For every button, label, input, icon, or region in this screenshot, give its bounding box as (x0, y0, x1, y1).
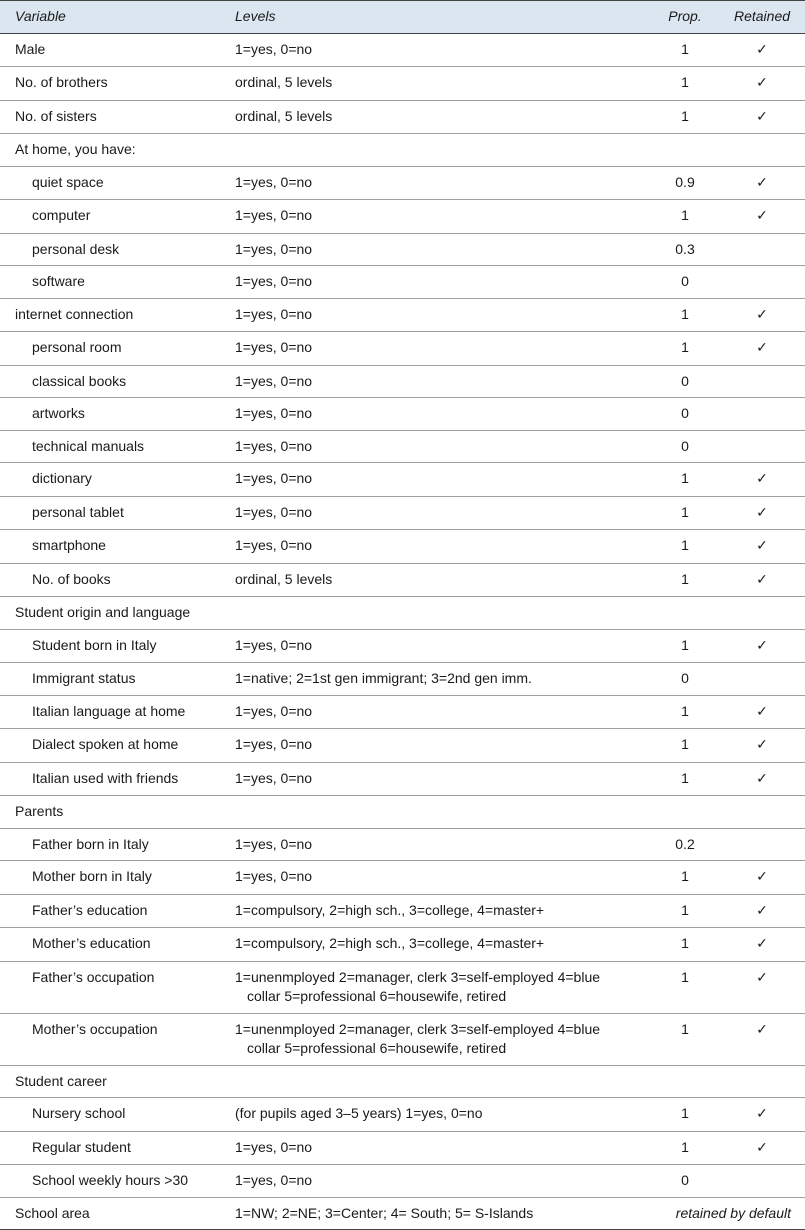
levels-cell (220, 166, 645, 200)
checkmark-icon: ✓ (756, 306, 768, 323)
section-label: At home, you have: (15, 141, 136, 157)
levels-text: 1=yes, 0=no (235, 835, 313, 852)
variable-cell: Italian used with friends (32, 769, 179, 786)
table-row (0, 1165, 805, 1198)
retained-cell (725, 298, 805, 332)
retained-cell (725, 629, 805, 663)
variable-cell: internet connection (15, 305, 134, 322)
table-row (0, 398, 805, 431)
prop-cell: 0 (681, 437, 689, 454)
variable-cell: Mother’s education (32, 935, 151, 951)
levels-cell (220, 298, 645, 332)
checkmark-icon: ✓ (756, 471, 768, 487)
table-row (0, 729, 805, 763)
levels-cell (220, 530, 645, 564)
levels-text: ordinal, 5 levels (235, 570, 333, 587)
checkmark-icon: ✓ (756, 571, 768, 588)
retained-cell (725, 266, 805, 299)
retained-cell (725, 563, 805, 597)
levels-cell (220, 563, 645, 597)
checkmark-icon: ✓ (756, 737, 768, 753)
levels-text: 1=native; 2=1st gen immigrant; 3=2nd gen imm. (235, 670, 532, 686)
section-row (0, 597, 805, 630)
retained-cell (725, 928, 805, 962)
prop-cell: 1 (681, 207, 689, 223)
retained-cell (725, 200, 805, 234)
checkmark-icon: ✓ (756, 703, 768, 720)
header-variable: Variable (0, 1, 220, 34)
header-retained: Retained (725, 1, 805, 34)
table-row (0, 1197, 805, 1230)
checkmark-icon: ✓ (756, 1139, 768, 1156)
levels-text: 1=yes, 0=no (235, 207, 313, 223)
levels-text: (for pupils aged 3–5 years) 1=yes, 0=no (235, 1105, 483, 1121)
prop-cell: 1 (681, 868, 689, 884)
table-row (0, 828, 805, 861)
checkmark-icon: ✓ (756, 75, 768, 91)
prop-cell: 1 (681, 470, 689, 486)
levels-cell (220, 961, 645, 1013)
levels-cell (220, 663, 645, 696)
checkmark-icon: ✓ (756, 174, 768, 191)
variable-cell: Mother’s occupation (32, 1020, 158, 1037)
variable-cell: personal tablet (32, 503, 124, 520)
variable-cell: technical manuals (32, 437, 145, 454)
variable-cell: Nursery school (32, 1105, 126, 1121)
section-label: Parents (15, 803, 64, 819)
variable-cell: Student born in Italy (32, 636, 157, 653)
prop-cell: 0 (681, 1172, 689, 1188)
variable-cell: School area (15, 1204, 90, 1221)
table-row (0, 663, 805, 696)
retained-cell (725, 430, 805, 463)
prop-cell: 1 (681, 1020, 689, 1037)
retained-cell (725, 33, 805, 67)
prop-cell: 1 (681, 537, 689, 553)
prop-cell: 1 (681, 107, 689, 124)
levels-text: 1=yes, 0=no (235, 437, 313, 454)
table-row (0, 463, 805, 497)
levels-text: 1=yes, 0=no (235, 470, 313, 486)
variable-cell: No. of brothers (15, 74, 108, 90)
checkmark-icon: ✓ (756, 340, 768, 356)
table-row (0, 1013, 805, 1065)
variable-cell: software (32, 273, 85, 289)
prop-cell: 1 (681, 503, 689, 520)
checkmark-icon: ✓ (756, 1021, 768, 1038)
table-row (0, 496, 805, 530)
levels-cell (220, 1013, 645, 1065)
prop-cell: 1 (681, 1105, 689, 1121)
header-row (0, 1, 805, 34)
prop-cell: 0 (681, 670, 689, 686)
levels-cell (220, 365, 645, 398)
levels-cell (220, 496, 645, 530)
header-prop: Prop. (645, 1, 725, 34)
variable-cell: No. of sisters (15, 107, 97, 124)
levels-text: 1=yes, 0=no (235, 736, 313, 752)
checkmark-icon: ✓ (756, 538, 768, 554)
levels-cell (220, 266, 645, 299)
levels-text: ordinal, 5 levels (235, 107, 333, 124)
retained-cell (725, 530, 805, 564)
prop-cell: 1 (681, 570, 689, 587)
levels-text: 1=yes, 0=no (235, 173, 313, 190)
retained-cell (725, 496, 805, 530)
levels-cell (220, 430, 645, 463)
retained-cell (725, 961, 805, 1013)
levels-cell (220, 695, 645, 729)
levels-cell (220, 1165, 645, 1198)
table-row (0, 266, 805, 299)
table-body (0, 33, 805, 1230)
levels-cell (220, 762, 645, 796)
prop-cell: 1 (681, 736, 689, 752)
prop-cell: 0 (681, 405, 689, 421)
levels-text: 1=yes, 0=no (235, 702, 313, 719)
prop-cell: 1 (681, 74, 689, 90)
prop-cell: 0 (681, 372, 689, 389)
section-label: Student origin and language (15, 604, 191, 620)
variable-cell: Regular student (32, 1138, 131, 1155)
variable-cell: Italian language at home (32, 702, 186, 719)
table-row (0, 563, 805, 597)
table-row (0, 233, 805, 266)
prop-cell: 1 (681, 769, 689, 786)
prop-cell: 1 (681, 935, 689, 951)
retained-cell (725, 762, 805, 796)
levels-text: 1=compulsory, 2=high sch., 3=college, 4=master+ (235, 935, 545, 951)
table-row (0, 33, 805, 67)
retained-cell (725, 67, 805, 101)
levels-text: 1=yes, 0=no (235, 537, 313, 553)
retained-cell (725, 1013, 805, 1065)
levels-text: 1=NW; 2=NE; 3=Center; 4= South; 5= S-Islands (235, 1204, 534, 1221)
variable-cell: No. of books (32, 570, 111, 587)
retained-cell (725, 332, 805, 366)
levels-text: 1=yes, 0=no (235, 405, 313, 421)
retained-cell (725, 1165, 805, 1198)
variable-cell: artworks (32, 405, 85, 421)
variable-cell: computer (32, 207, 91, 223)
table-row (0, 298, 805, 332)
retained-cell (725, 398, 805, 431)
variable-cell: quiet space (32, 173, 104, 190)
section-row (0, 134, 805, 167)
levels-cell (220, 928, 645, 962)
checkmark-icon: ✓ (756, 504, 768, 521)
levels-text: 1=yes, 0=no (235, 1138, 313, 1155)
table-row (0, 695, 805, 729)
variable-cell: dictionary (32, 470, 92, 486)
table-row (0, 530, 805, 564)
variable-cell: Father born in Italy (32, 835, 149, 852)
levels-cell (220, 67, 645, 101)
prop-cell: 0.9 (675, 173, 695, 190)
table-row (0, 894, 805, 928)
levels-text: 1=yes, 0=no (235, 339, 313, 355)
retained-cell (725, 828, 805, 861)
variable-cell: Immigrant status (32, 670, 136, 686)
levels-text: 1=yes, 0=no (235, 273, 313, 289)
header-levels: Levels (220, 1, 645, 34)
prop-cell: 0.2 (675, 835, 695, 852)
checkmark-icon: ✓ (756, 902, 768, 919)
retained-cell (725, 861, 805, 895)
prop-cell: 1 (681, 1138, 689, 1155)
levels-cell (220, 1131, 645, 1165)
levels-text: 1=yes, 0=no (235, 240, 313, 257)
retained-cell (725, 365, 805, 398)
table-row (0, 332, 805, 366)
checkmark-icon: ✓ (756, 869, 768, 885)
checkmark-icon: ✓ (756, 936, 768, 952)
variable-cell: Male (15, 40, 46, 57)
table-row (0, 861, 805, 895)
levels-cell (220, 1098, 645, 1132)
retained-cell (725, 695, 805, 729)
retained-cell (725, 463, 805, 497)
section-row (0, 796, 805, 829)
prop-cell: 1 (681, 305, 689, 322)
levels-text: 1=yes, 0=no (235, 636, 313, 653)
levels-text: 1=yes, 0=no (235, 769, 313, 786)
table-row (0, 200, 805, 234)
table-row (0, 928, 805, 962)
levels-text: 1=unenmployed 2=manager, clerk 3=self-employed 4=blue collar 5=professional 6=housewife, retired (235, 968, 601, 1004)
variable-cell: classical books (32, 372, 127, 389)
checkmark-icon: ✓ (756, 41, 768, 58)
retained-cell (725, 1131, 805, 1165)
checkmark-icon: ✓ (756, 1106, 768, 1122)
levels-cell (220, 828, 645, 861)
retained-cell (725, 1098, 805, 1132)
prop-cell: 0 (681, 273, 689, 289)
variable-cell: Mother born in Italy (32, 868, 152, 884)
levels-cell (220, 861, 645, 895)
table-row (0, 629, 805, 663)
checkmark-icon: ✓ (756, 969, 768, 986)
table-row (0, 762, 805, 796)
checkmark-icon: ✓ (756, 770, 768, 787)
table-header (0, 1, 805, 34)
levels-text: ordinal, 5 levels (235, 74, 333, 90)
prop-cell: 1 (681, 339, 689, 355)
table-row (0, 961, 805, 1013)
levels-cell (220, 463, 645, 497)
retained-cell (725, 100, 805, 134)
levels-text: 1=unenmployed 2=manager, clerk 3=self-employed 4=blue collar 5=professional 6=housewife, retired (235, 1020, 601, 1056)
checkmark-icon: ✓ (756, 108, 768, 125)
retained-cell (725, 233, 805, 266)
variable-cell: personal room (32, 339, 122, 355)
levels-text: 1=yes, 0=no (235, 503, 313, 520)
levels-cell (220, 1197, 645, 1230)
table-row (0, 1098, 805, 1132)
table-row (0, 67, 805, 101)
levels-cell (220, 629, 645, 663)
levels-cell (220, 894, 645, 928)
checkmark-icon: ✓ (756, 208, 768, 224)
variable-cell: Dialect spoken at home (32, 736, 179, 752)
levels-cell (220, 233, 645, 266)
levels-text: 1=yes, 0=no (235, 40, 313, 57)
levels-cell (220, 332, 645, 366)
retained-cell (725, 729, 805, 763)
section-label: Student career (15, 1072, 107, 1089)
retained-cell (725, 166, 805, 200)
variable-cell: School weekly hours >30 (32, 1172, 189, 1188)
levels-cell (220, 33, 645, 67)
variable-cell: Father’s occupation (32, 968, 155, 985)
levels-text: 1=yes, 0=no (235, 305, 313, 322)
levels-cell (220, 100, 645, 134)
table-row (0, 1131, 805, 1165)
prop-cell: 1 (681, 968, 689, 985)
levels-cell (220, 729, 645, 763)
variable-cell: personal desk (32, 240, 120, 257)
variable-cell: smartphone (32, 537, 106, 553)
levels-text: 1=yes, 0=no (235, 1172, 313, 1188)
prop-cell: 1 (681, 901, 689, 918)
levels-text: 1=compulsory, 2=high sch., 3=college, 4=master+ (235, 901, 545, 918)
section-row (0, 1065, 805, 1098)
retained-default-note: retained by default (675, 1204, 791, 1221)
table-row (0, 100, 805, 134)
table-row (0, 166, 805, 200)
prop-cell: 1 (681, 636, 689, 653)
prop-cell: 1 (681, 702, 689, 719)
levels-cell (220, 398, 645, 431)
retained-cell (725, 663, 805, 696)
levels-text: 1=yes, 0=no (235, 868, 313, 884)
table-row (0, 365, 805, 398)
levels-text: 1=yes, 0=no (235, 372, 313, 389)
checkmark-icon: ✓ (756, 637, 768, 654)
levels-cell (220, 200, 645, 234)
variable-cell: Father’s education (32, 901, 148, 918)
retained-cell (725, 894, 805, 928)
prop-cell: 0.3 (675, 240, 695, 257)
prop-cell: 1 (681, 40, 689, 57)
table-row (0, 430, 805, 463)
